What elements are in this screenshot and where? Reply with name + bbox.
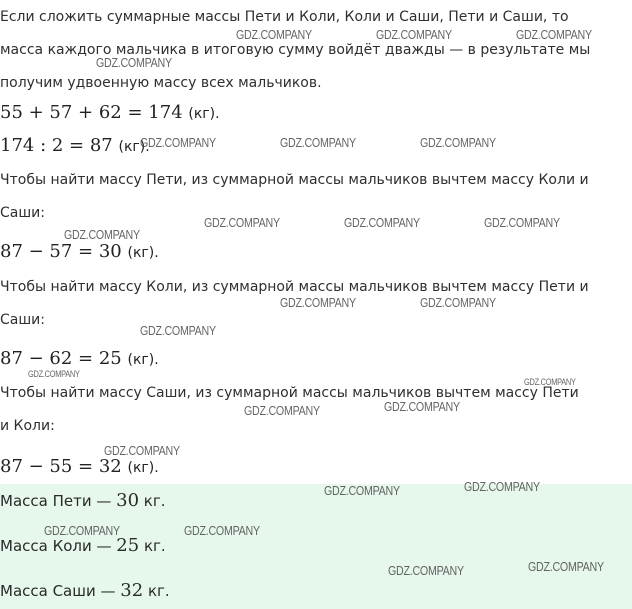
calc-half [0, 135, 150, 158]
kolya-line-2: Саши: [0, 312, 45, 328]
kolya-unit: (кг). [127, 352, 159, 368]
watermark: GDZ.COMPANY [384, 399, 460, 414]
watermark: GDZ.COMPANY [464, 479, 540, 494]
answer-petya-unit: кг. [139, 492, 166, 510]
watermark: GDZ.COMPANY [528, 559, 604, 574]
calc-half-unit: (кг). [118, 139, 150, 155]
kolya-calc [0, 348, 159, 371]
intro-line-2: масса каждого мальчика в итоговую сумму войдёт дважды — в результате мы [0, 42, 591, 58]
answer-petya-value: 30 [116, 490, 140, 511]
watermark: GDZ.COMPANY [388, 563, 464, 578]
watermark: GDZ.COMPANY [420, 295, 496, 310]
watermark: GDZ.COMPANY [204, 215, 280, 230]
sasha-calc [0, 456, 159, 479]
watermark: GDZ.COMPANY [420, 135, 496, 150]
watermark: GDZ.COMPANY [280, 295, 356, 310]
answer-petya-label: Масса Пети — [0, 492, 117, 510]
calc-sum-expr: 55 + 57 + 62 = 174 [0, 102, 183, 123]
watermark: GDZ.COMPANY [96, 55, 172, 70]
kolya-line-1: Чтобы найти массу Коли, из суммарной массы мальчиков вычтем массу Пети и [0, 279, 589, 295]
intro-line-1: Если сложить суммарные массы Пети и Коли, Коли и Саши, Пети и Саши, то [0, 9, 569, 25]
answer-sasha [0, 580, 170, 602]
watermark: GDZ.COMPANY [484, 215, 560, 230]
watermark: GDZ.COMPANY [344, 215, 420, 230]
answer-sasha-value: 32 [120, 580, 144, 601]
watermark: GDZ.COMPANY [324, 483, 400, 498]
petya-unit: (кг). [127, 245, 159, 261]
kolya-expr: 87 − 62 = 25 [0, 348, 122, 369]
petya-line-2: Саши: [0, 205, 45, 221]
watermark: GDZ.COMPANY [516, 27, 592, 42]
watermark: GDZ.COMPANY [280, 135, 356, 150]
petya-line-1: Чтобы найти массу Пети, из суммарной массы мальчиков вычтем массу Коли и [0, 172, 589, 188]
watermark: GDZ.COMPANY [236, 27, 312, 42]
watermark: GDZ.COMPANY [28, 369, 80, 379]
watermark: GDZ.COMPANY [140, 323, 216, 338]
petya-expr: 87 − 57 = 30 [0, 241, 122, 262]
calc-half-expr: 174 : 2 = 87 [0, 135, 113, 156]
answer-block [0, 484, 632, 609]
calc-sum [0, 102, 220, 125]
petya-calc [0, 241, 159, 264]
sasha-line-2: и Коли: [0, 418, 55, 434]
watermark: GDZ.COMPANY [104, 443, 180, 458]
watermark: GDZ.COMPANY [140, 135, 216, 150]
watermark: GDZ.COMPANY [44, 523, 120, 538]
answer-kolya-unit: кг. [139, 537, 166, 555]
watermark: GDZ.COMPANY [376, 27, 452, 42]
answer-sasha-label: Масса Саши — [0, 582, 121, 600]
watermark: GDZ.COMPANY [244, 403, 320, 418]
watermark: GDZ.COMPANY [64, 227, 140, 242]
intro-line-3: получим удвоенную массу всех мальчиков. [0, 75, 322, 91]
sasha-unit: (кг). [127, 460, 159, 476]
sasha-expr: 87 − 55 = 32 [0, 456, 122, 477]
answer-petya [0, 490, 166, 512]
answer-kolya-value: 25 [116, 535, 140, 556]
sasha-line-1: Чтобы найти массу Саши, из суммарной массы мальчиков вычтем массу Пети [0, 385, 579, 401]
answer-sasha-unit: кг. [143, 582, 170, 600]
watermark: GDZ.COMPANY [524, 377, 576, 387]
answer-kolya [0, 535, 166, 557]
watermark: GDZ.COMPANY [184, 523, 260, 538]
answer-kolya-label: Масса Коли — [0, 537, 117, 555]
calc-sum-unit: (кг). [188, 106, 220, 122]
